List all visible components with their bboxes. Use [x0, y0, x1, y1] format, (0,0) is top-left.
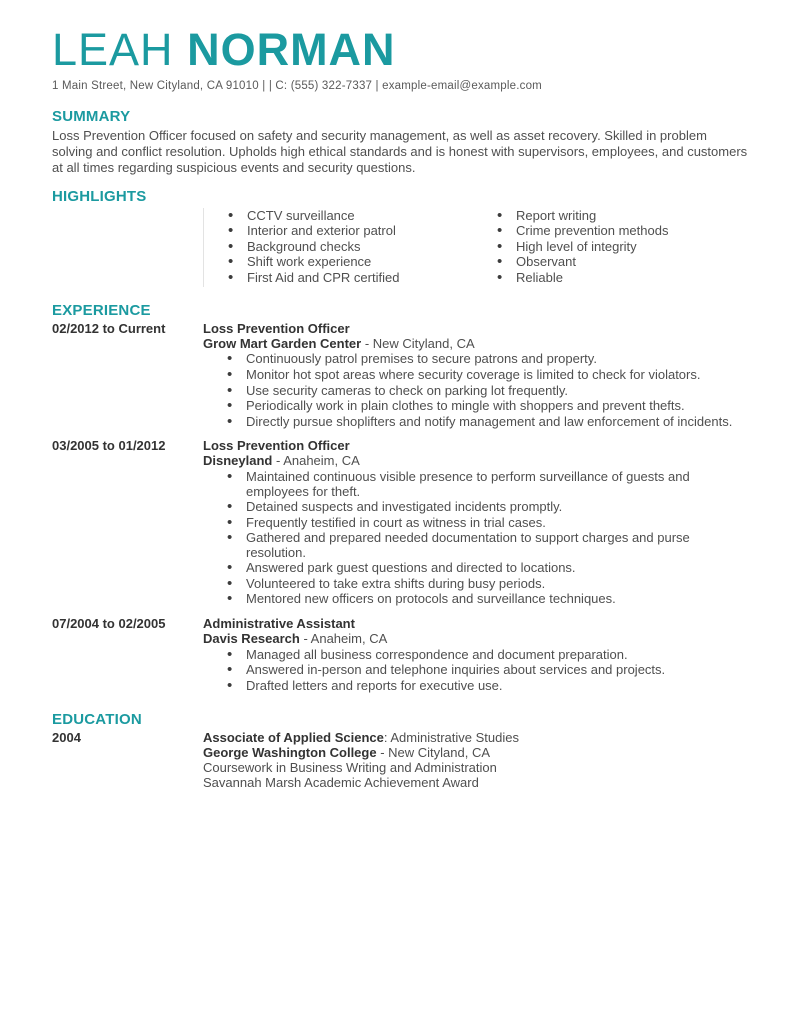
education-award: Savannah Marsh Academic Achievement Award	[203, 775, 479, 791]
job-dates: 07/2004 to 02/2005	[52, 615, 166, 631]
highlight-item: • Background checks	[204, 240, 473, 255]
highlights-column-1	[204, 209, 473, 287]
job-entry	[52, 617, 750, 695]
job-body	[203, 322, 750, 431]
education-coursework: Coursework in Business Writing and Administration	[203, 760, 497, 776]
highlight-item: • Crime prevention methods	[473, 224, 750, 239]
education-degree-detail: : Administrative Studies	[383, 730, 519, 746]
summary-text: Loss Prevention Officer focused on safety and security management, as well as asset recovery. Skilled in problem solving and conflict resolution. Upholds high ethical standards and is honest with supervisors, employees, and customers at all times regarding suspicious events and security questions.	[52, 128, 748, 175]
highlights-section	[52, 188, 750, 287]
job-body	[203, 439, 750, 608]
job-company: Davis Research	[203, 630, 300, 646]
job-entry	[52, 322, 750, 431]
job-dates: 02/2012 to Current	[52, 320, 166, 336]
job-bullet: • Continuously patrol premises to secure patrons and property.	[203, 352, 750, 367]
highlight-item: • Report writing	[473, 209, 750, 224]
job-bullet: • Volunteered to take extra shifts during busy periods.	[203, 577, 750, 592]
job-company-line	[203, 454, 750, 469]
job-bullet: • Managed all business correspondence and document preparation.	[203, 648, 750, 663]
job-bullet: • Frequently testified in court as witness in trial cases.	[203, 516, 750, 531]
job-body	[203, 617, 750, 695]
job-title: Loss Prevention Officer	[203, 438, 350, 454]
job-bullet: • Mentored new officers on protocols and surveillance techniques.	[203, 592, 750, 607]
name-heading	[52, 26, 750, 73]
job-bullet: • Detained suspects and investigated incidents promptly.	[203, 500, 750, 515]
job-company: Disneyland	[203, 453, 273, 469]
highlight-item: • First Aid and CPR certified	[204, 271, 473, 286]
education-heading: EDUCATION	[52, 711, 142, 729]
first-name: LEAH	[52, 24, 174, 75]
experience-section	[52, 302, 750, 695]
highlight-item: • Interior and exterior patrol	[204, 224, 473, 239]
job-title: Administrative Assistant	[203, 615, 355, 631]
job-bullet: • Gathered and prepared needed documentation to support charges and purse resolution.	[203, 531, 750, 560]
job-bullet: • Drafted letters and reports for executive use.	[203, 679, 750, 694]
job-location: - New Cityland, CA	[361, 335, 475, 351]
highlights-column-2	[473, 209, 750, 287]
job-location: - Anaheim, CA	[299, 630, 388, 646]
summary-section	[52, 108, 750, 176]
education-year: 2004	[52, 730, 81, 746]
job-dates: 03/2005 to 01/2012	[52, 438, 166, 454]
job-bullet: • Answered in-person and telephone inquiries about services and projects.	[203, 663, 750, 678]
job-bullet: • Periodically work in plain clothes to mingle with shoppers and prevent thefts.	[203, 399, 750, 414]
job-bullet-list	[203, 648, 750, 694]
highlight-item: • Reliable	[473, 271, 750, 286]
job-bullet: • Directly pursue shoplifters and notify management and law enforcement of incidents.	[203, 415, 750, 430]
contact-line: 1 Main Street, New Cityland, CA 91010 | | C: (555) 322-7337 | example-email@example.com	[52, 80, 542, 93]
job-location: - Anaheim, CA	[272, 453, 360, 469]
highlight-item: • High level of integrity	[473, 240, 750, 255]
education-degree: Associate of Applied Science	[203, 730, 384, 746]
education-body	[203, 731, 750, 791]
job-entry	[52, 439, 750, 608]
job-bullet-list	[203, 470, 750, 607]
job-company-line	[203, 337, 750, 352]
highlights-columns	[203, 208, 750, 287]
job-bullet-list	[203, 352, 750, 429]
highlights-heading: HIGHLIGHTS	[52, 187, 147, 205]
education-section	[52, 711, 750, 791]
last-name: NORMAN	[187, 24, 396, 75]
resume-header	[52, 26, 750, 92]
education-entry	[52, 731, 750, 791]
job-bullet: • Monitor hot spot areas where security coverage is limited to check for violators.	[203, 368, 750, 383]
education-school-location: - New Cityland, CA	[376, 745, 491, 761]
experience-heading: EXPERIENCE	[52, 301, 151, 319]
education-school-line	[203, 746, 750, 761]
highlight-item: • CCTV surveillance	[204, 209, 473, 224]
highlight-item: • Observant	[473, 255, 750, 270]
education-school: George Washington College	[203, 745, 377, 761]
job-company-line	[203, 632, 750, 647]
job-title: Loss Prevention Officer	[203, 320, 350, 336]
job-bullet: • Maintained continuous visible presence to perform surveillance of guests and employees for theft.	[203, 470, 750, 499]
education-degree-line	[203, 731, 750, 746]
job-bullet: • Use security cameras to check on parking lot frequently.	[203, 384, 750, 399]
summary-heading: SUMMARY	[52, 108, 131, 126]
job-company: Grow Mart Garden Center	[203, 335, 362, 351]
highlight-item: • Shift work experience	[204, 255, 473, 270]
job-bullet: • Answered park guest questions and directed to locations.	[203, 561, 750, 576]
